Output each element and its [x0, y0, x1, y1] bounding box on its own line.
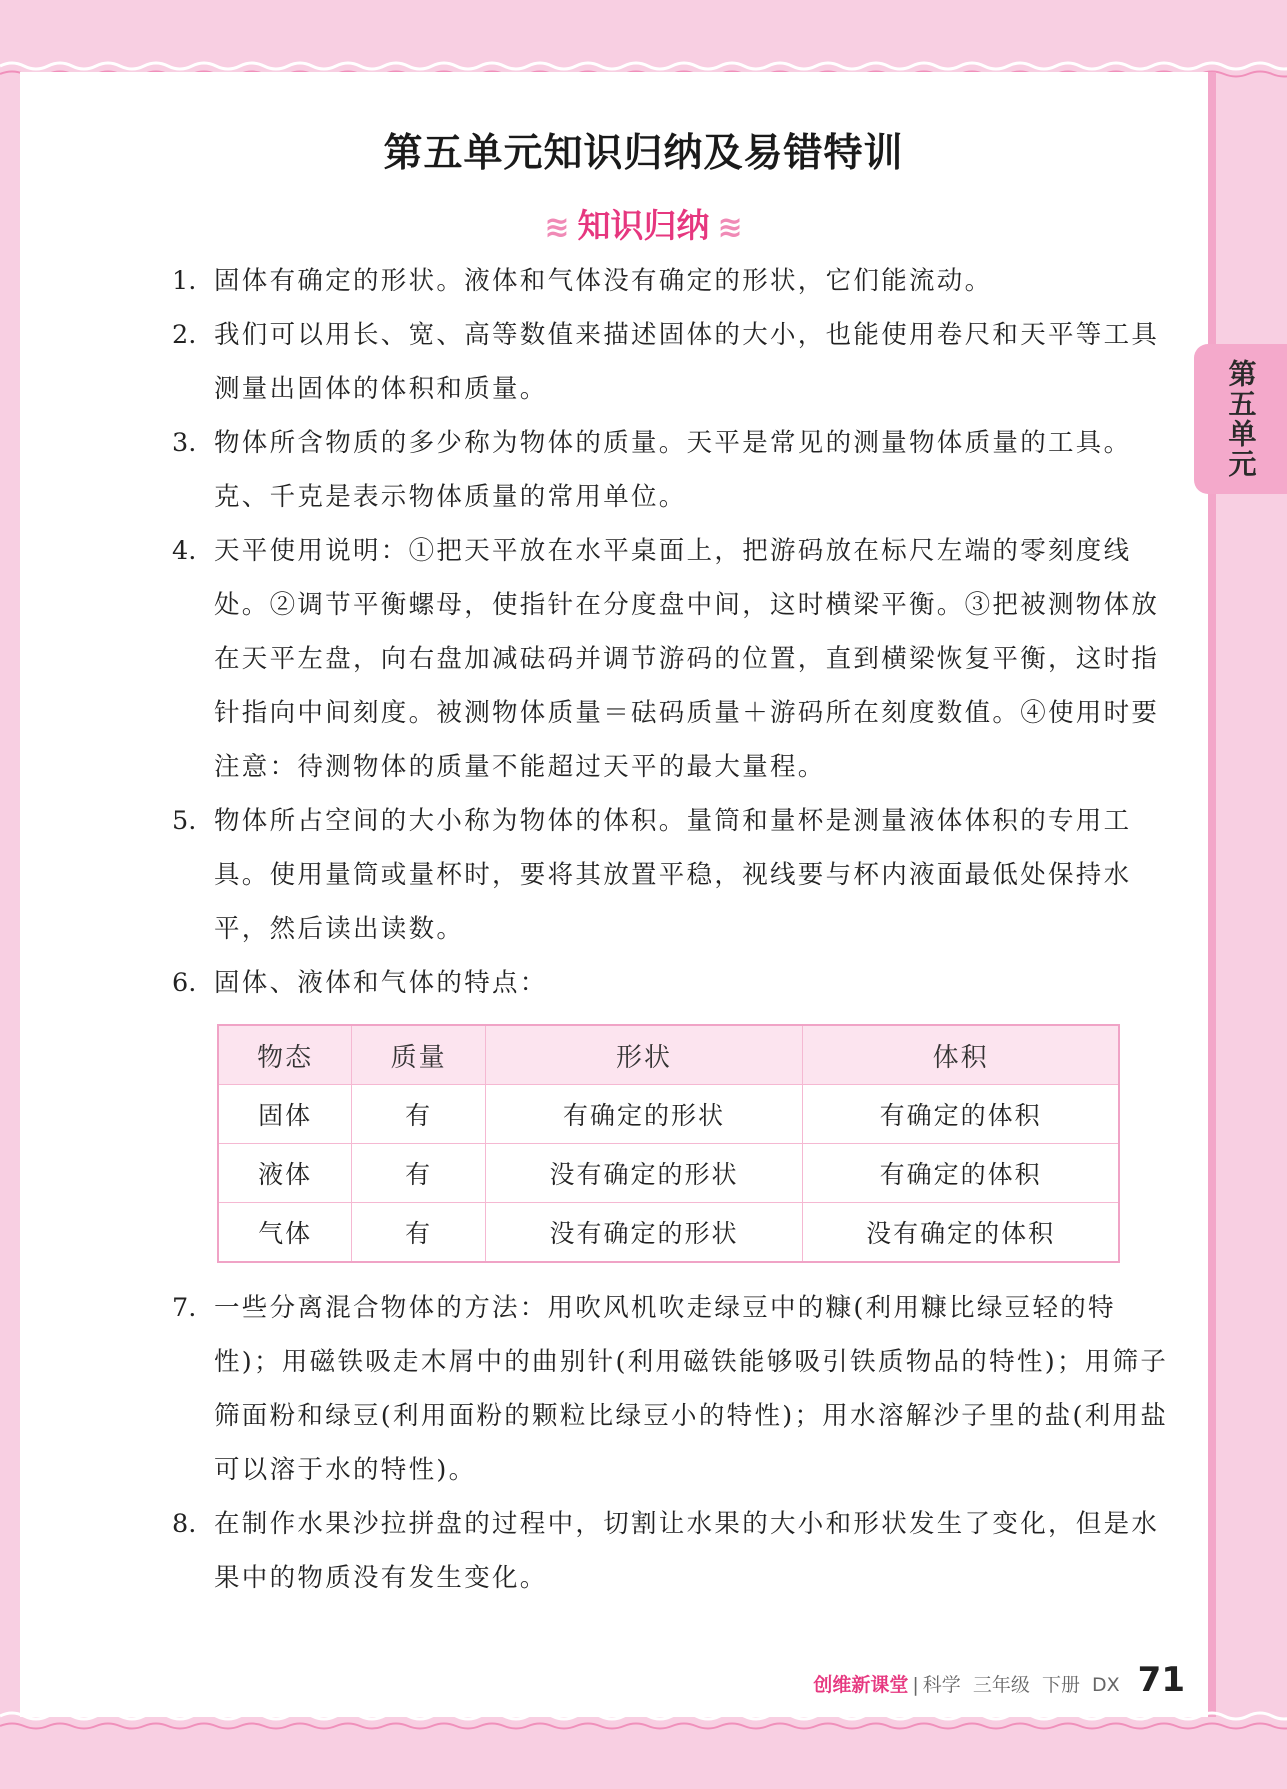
table-row [218, 1085, 1119, 1144]
list-item [172, 308, 1172, 416]
table-header-cell: 物态 [218, 1025, 352, 1085]
table-cell: 有 [352, 1085, 486, 1144]
table-cell: 液体 [218, 1144, 352, 1203]
table-cell: 有确定的体积 [803, 1144, 1119, 1203]
table-cell: 有确定的形状 [485, 1085, 802, 1144]
table-header-cell: 质量 [352, 1025, 486, 1085]
list-item [172, 524, 1172, 794]
footer-info: 科学 三年级 下册 DX [922, 1674, 1120, 1696]
item-number: 7. [172, 1293, 197, 1323]
list-item [172, 1497, 1172, 1605]
list-item [172, 416, 1172, 524]
wave-deco-left-icon: ≋ [544, 210, 570, 245]
table-row [218, 1144, 1119, 1203]
table-cell: 有 [352, 1144, 486, 1203]
wave-deco-right-icon: ≋ [717, 210, 743, 245]
item-text: 物体所占空间的大小称为物体的体积。量筒和量杯是测量液体体积的专用工具。使用量筒或量杯时，要将其放置平稳，视线要与杯内液面最低处保持水平，然后读出读数。 [214, 806, 1132, 944]
table-header-cell: 形状 [485, 1025, 802, 1085]
list-item [172, 956, 1172, 1010]
footer-brand: 创维新课堂 [813, 1674, 909, 1696]
knowledge-list [172, 254, 1172, 1010]
item-text: 一些分离混合物体的方法：用吹风机吹走绿豆中的糠(利用糠比绿豆轻的特性)；用磁铁吸走木屑中的曲别针(利用磁铁能够吸引铁质物品的特性)；用筛子筛面粉和绿豆(利用面粉的颗粒比绿豆小的特性)；用水溶解沙子里的盐(利用盐可以溶于水的特性)。 [214, 1293, 1169, 1485]
side-tab-label: 第五单元 [1224, 359, 1258, 479]
table-cell: 没有确定的形状 [485, 1203, 802, 1263]
item-number: 2. [172, 320, 197, 350]
item-number: 1. [172, 266, 197, 296]
table-cell: 没有确定的体积 [803, 1203, 1119, 1263]
table-row [218, 1203, 1119, 1263]
item-number: 4. [172, 536, 197, 566]
list-item [172, 1281, 1172, 1497]
item-text: 我们可以用长、宽、高等数值来描述固体的大小，也能使用卷尺和天平等工具测量出固体的体积和质量。 [214, 320, 1160, 404]
item-text: 物体所含物质的多少称为物体的质量。天平是常见的测量物体质量的工具。克、千克是表示物体质量的常用单位。 [214, 428, 1132, 512]
item-number: 5. [172, 806, 197, 836]
item-number: 8. [172, 1509, 197, 1539]
knowledge-list-continued [172, 1281, 1172, 1605]
item-text: 天平使用说明：①把天平放在水平桌面上，把游码放在标尺左端的零刻度线处。②调节平衡螺母，使指针在分度盘中间，这时横梁平衡。③把被测物体放在天平左盘，向右盘加减砝码并调节游码的位置，直到横梁恢复平衡，这时指针指向中间刻度。被测物体质量＝砝码质量＋游码所在刻度数值。④使用时要注意：待测物体的质量不能超过天平的最大量程。 [214, 536, 1160, 782]
page-number: 71 [1137, 1660, 1185, 1700]
item-number: 3. [172, 428, 197, 458]
bottom-wavy-border [0, 1702, 1287, 1742]
page-footer [813, 1660, 1185, 1700]
states-of-matter-table [217, 1024, 1120, 1263]
table-cell: 固体 [218, 1085, 352, 1144]
table-cell: 有 [352, 1203, 486, 1263]
page-title: 第五单元知识归纳及易错特训 [383, 131, 904, 176]
list-item [172, 254, 1172, 308]
section-heading [0, 200, 1287, 247]
table-cell: 气体 [218, 1203, 352, 1263]
item-text: 固体有确定的形状。液体和气体没有确定的形状，它们能流动。 [214, 266, 993, 296]
table-header-row [218, 1025, 1119, 1085]
footer-separator: | [912, 1674, 919, 1696]
table-header-cell: 体积 [803, 1025, 1119, 1085]
item-text: 固体、液体和气体的特点： [214, 968, 548, 998]
item-text: 在制作水果沙拉拼盘的过程中，切割让水果的大小和形状发生了变化，但是水果中的物质没有发生变化。 [214, 1509, 1160, 1593]
table-cell: 有确定的体积 [803, 1085, 1119, 1144]
item-number: 6. [172, 968, 197, 998]
list-item [172, 794, 1172, 956]
table-cell: 没有确定的形状 [485, 1144, 802, 1203]
unit-side-tab[interactable] [1194, 344, 1287, 494]
section-heading-label: 知识归纳 [577, 206, 710, 245]
